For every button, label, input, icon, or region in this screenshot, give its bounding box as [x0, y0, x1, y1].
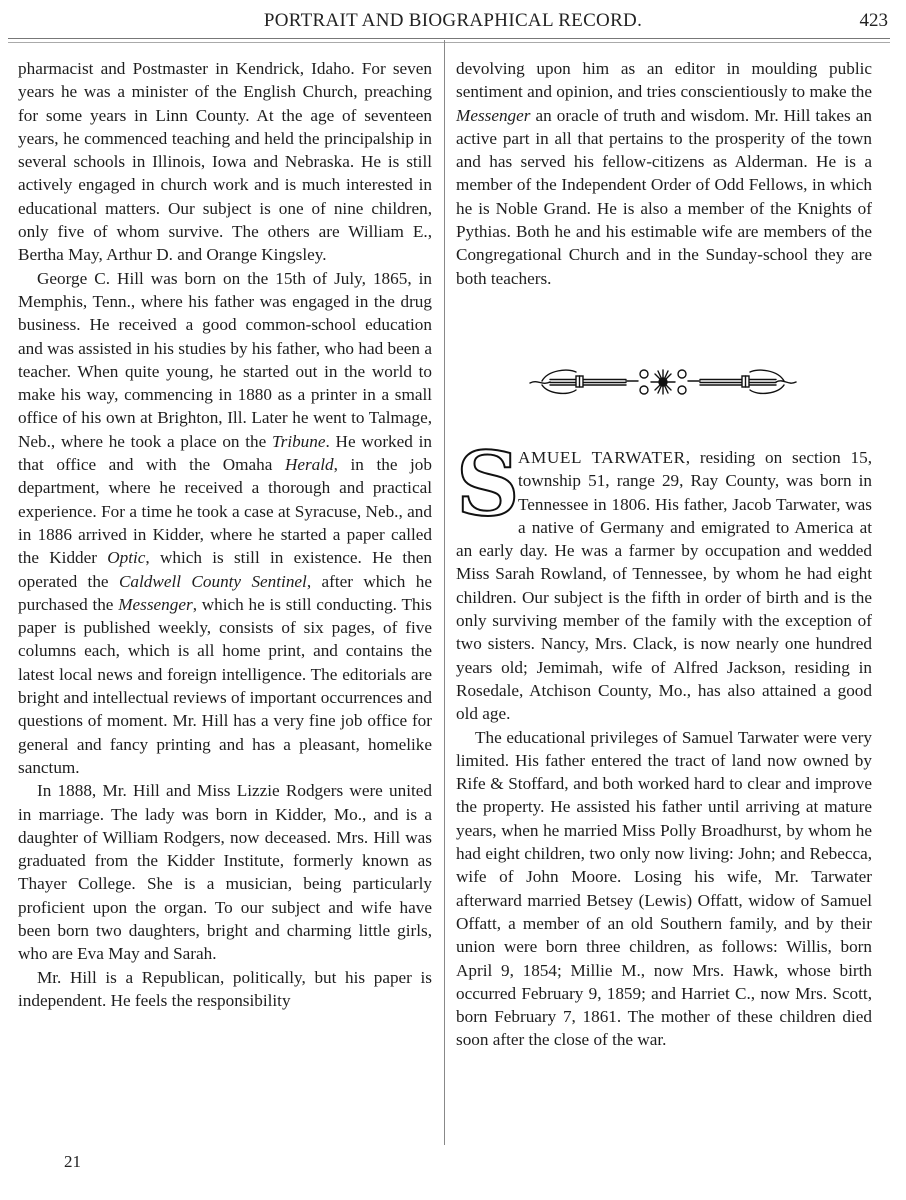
- paragraph-text: The educational privileges of Samuel Tarwater were very limited. His father entered the tract of land now owned by Rife & Stoffard, and both worked hard to clear and improve the property. He assisted his father until arriving at mature years, when he married Miss Polly Broadhurst, by whom he had eight children, two only now living: John; and Rebecca, wife of John Moore. Losing his wife, Mr. Tarwater afterward married Betsey (Lewis) Offatt, widow of Samuel Offatt, a member of an old Southern family, and by their union were born three children, as follows: Willis, born April 9, 1854; Millie M., now Mrs. Hawk, whose birth occurred February 9, 1859; and Harriet C., now Mrs. Scott, born February 7, 1861. The mother of these children died soon after the close of the war.: [456, 727, 872, 1050]
- paragraph-text: , in the job department, where he received a thorough and practical experience. For a time he took a case at Syracuse, Neb., and in 1886 arrived in Kidder, where he started a paper called the Kidder: [18, 455, 432, 568]
- paragraph-text: devolving upon him as an editor in moulding public sentiment and opinion, and tries conscientiously to make the: [456, 59, 872, 102]
- newspaper-title-herald: Herald: [284, 455, 334, 475]
- ornament-divider-icon: [528, 364, 798, 398]
- article-samuel-tarwater: [456, 432, 872, 1052]
- newspaper-title-messenger: Messenger: [456, 105, 531, 125]
- paragraph-george-hill-biography: [18, 267, 432, 780]
- drop-cap: [456, 432, 520, 536]
- newspaper-title-tribune: Tribune: [272, 431, 326, 451]
- column-divider: [444, 40, 445, 1145]
- paragraph-text: , which he is still conducting. This paper is published weekly, consists of six pages, of five columns each, which is all home print, and contains the latest local news and foreign intelligence. The editorials are bright and intellectual reviews of important occurrences and questions of moment. Mr. Hill has a very fine job office for general and fancy printing and has a pleasant, homelike sanctum.: [18, 594, 432, 777]
- paragraph-text: , after which he purchased the: [18, 571, 432, 614]
- article-subject-name: AMUEL TARWATER: [518, 448, 686, 467]
- paragraph-text: George C. Hill was born on the 15th of July, 1865, in Memphis, Tenn., where his father was engaged in the drug business. He received a good common-school education and was assisted in his studies by his father, who had been a teacher. When quite young, he started out in the world to make his way, commencing in 1880 as a printer in a small office of his own at Brighton, Ill. Later he went to Talmage, Neb., where he took a place on the: [18, 268, 432, 451]
- paragraph-text: pharmacist and Postmaster in Kendrick, Idaho. For seven years he was a minister of the English Church, preaching for some years in Linn County. At the age of seventeen years, he commenced teaching and held the principalship in several schools in Illinois, Iowa and Nebraska. He is still actively engaged in church work and is much interested in educational matters. Our subject is one of nine children, only five of whom survive. The others are William E., Bertha May, Arthur D. and Orange Kingsley.: [18, 59, 432, 265]
- header-rule-bottom: [8, 42, 890, 43]
- paragraph-text: an oracle of truth and wisdom. Mr. Hill takes an active part in all that pertains to the prosperity of the town and has served his fellow-citizens as Alderman. He is a member of the Independent Order of Odd Fellows, in which he is Noble Grand. He is also a member of the Knights of Pythias. Both he and his estimable wife are members of the Congregational Church and in the Sunday-school they are both teachers.: [456, 105, 872, 288]
- signature-mark: 21: [64, 1152, 81, 1171]
- drop-cap-letter: S: [456, 432, 520, 536]
- article-second-paragraph: [456, 726, 872, 1052]
- newspaper-title-messenger: Messenger: [118, 594, 193, 614]
- running-header-title: PORTRAIT AND BIOGRAPHICAL RECORD.: [263, 10, 643, 31]
- page-number: 423: [859, 10, 888, 31]
- running-header: [0, 8, 906, 34]
- paragraph-text: , residing on section 15, township 51, range 29, Ray County, was born in Tennessee in 1806. His father, Jacob Tarwater, was a native of Germany and emigrated to America at an early day. He was a farmer by occupation and wedded Miss Sarah Rowland, of Tennessee, by whom he had eight children. Our subject is the fifth in order of birth and is the only surviving member of the family with the exception of two sisters. Nancy, Mrs. Clack, is now nearly one hundred years old; Jemimah, wife of Alfred Jackson, residing in Rosedale, Atchison County, Mo., has also attained a good old age.: [456, 448, 872, 724]
- paragraph-marriage: [18, 779, 432, 965]
- right-column: [456, 57, 872, 290]
- article-first-paragraph: [456, 432, 872, 726]
- paragraph-continuation: [456, 57, 872, 290]
- paragraph-text: . He worked in that office and with the Omaha: [18, 431, 432, 475]
- paragraph-politics: [18, 966, 432, 1013]
- paragraph-text: In 1888, Mr. Hill and Miss Lizzie Rodgers were united in marriage. The lady was born in Kidder, Mo., and is a daughter of William Rodgers, now deceased. Mrs. Hill was graduated from the Kidder Institute, formerly known as Thayer College. She is a musician, being particularly proficient upon the organ. To our subject and wife have been born two daughters, bright and charming little girls, who are Eva May and Sarah.: [18, 781, 432, 964]
- paragraph-continuation: [18, 57, 432, 267]
- paragraph-text: Mr. Hill is a Republican, politically, but his paper is independent. He feels the responsibility: [18, 967, 432, 1010]
- header-rule-top: [8, 38, 890, 39]
- newspaper-title-sentinel: Caldwell County Sentinel: [118, 571, 307, 591]
- paragraph-text: , which is still in existence. He then operated the: [18, 548, 432, 591]
- left-column: [18, 57, 432, 1012]
- newspaper-title-optic: Optic: [107, 548, 146, 568]
